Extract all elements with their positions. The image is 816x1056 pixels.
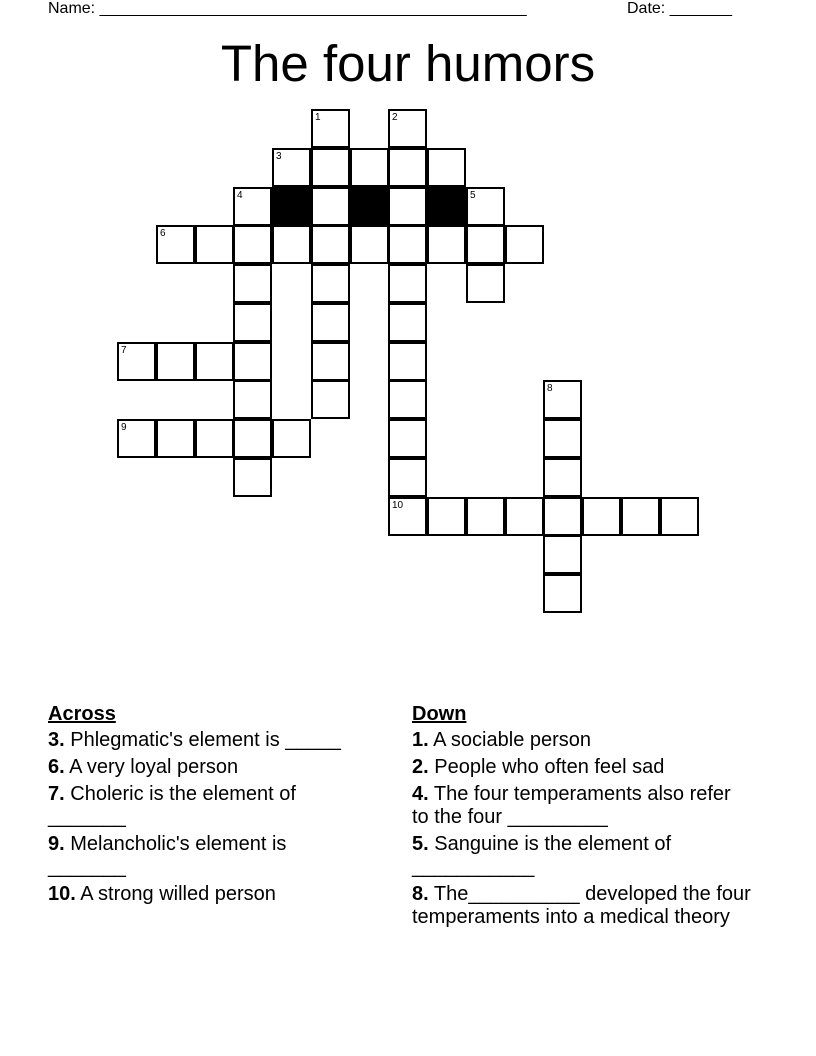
cell-number: 10 [392,500,404,511]
clue-number: 6. [48,756,65,778]
clue-number: 7. [48,783,65,805]
crossword-cell[interactable] [427,225,466,264]
crossword-cell[interactable] [388,497,427,536]
cell-number: 7 [121,345,127,356]
cell-number: 5 [470,190,476,201]
crossword-cell[interactable] [388,225,427,264]
clue-number: 5. [412,833,429,855]
crossword-block [427,187,466,226]
crossword-cell[interactable] [543,458,582,497]
across-heading: Across [48,703,116,725]
crossword-block [272,187,311,226]
clue-number: 1. [412,729,429,751]
crossword-cell[interactable] [311,225,350,264]
cell-number: 1 [315,112,321,123]
crossword-cell[interactable] [195,342,234,381]
clue-item [48,833,358,879]
crossword-cell[interactable] [388,303,427,342]
crossword-cell[interactable] [388,419,427,458]
down-heading: Down [412,703,467,725]
cell-number: 8 [547,383,553,394]
name-field-label: Name: ________________________________________________ [48,0,527,17]
crossword-cell[interactable] [311,264,350,303]
clue-number: 9. [48,833,65,855]
crossword-cell[interactable] [466,225,505,264]
clue-number: 10. [48,883,76,905]
clue-number: 3. [48,729,65,751]
clue-item [48,783,358,829]
crossword-cell[interactable] [660,497,699,536]
down-clue-list [412,729,752,929]
crossword-cell[interactable] [543,497,582,536]
crossword-cell[interactable] [233,303,272,342]
crossword-cell[interactable] [427,148,466,187]
date-field-label: Date: _______ [627,0,732,17]
clue-item [48,883,358,906]
crossword-cell[interactable] [272,419,311,458]
down-clues [412,703,752,933]
crossword-cell[interactable] [233,342,272,381]
clue-item [412,883,752,929]
crossword-cell[interactable] [388,109,427,148]
crossword-cell[interactable] [311,109,350,148]
crossword-cell[interactable] [388,380,427,419]
clue-item [412,729,752,752]
crossword-cell[interactable] [233,458,272,497]
crossword-cell[interactable] [117,419,156,458]
crossword-cell[interactable] [311,380,350,419]
cell-number: 6 [160,228,166,239]
crossword-block [350,187,389,226]
crossword-cell[interactable] [350,148,389,187]
crossword-cell[interactable] [233,419,272,458]
crossword-cell[interactable] [350,225,389,264]
crossword-cell[interactable] [543,535,582,574]
crossword-cell[interactable] [311,187,350,226]
clue-number: 8. [412,883,429,905]
clue-item [412,756,752,779]
crossword-cell[interactable] [117,342,156,381]
crossword-cell[interactable] [466,497,505,536]
clue-text: Choleric is the element of _______ [48,783,296,828]
crossword-cell[interactable] [543,574,582,613]
clue-text: Melancholic's element is _______ [48,833,287,878]
crossword-cell[interactable] [156,225,195,264]
cell-number: 2 [392,112,398,123]
clue-item [48,756,358,779]
crossword-cell[interactable] [621,497,660,536]
crossword-cell[interactable] [233,187,272,226]
clue-text: Sanguine is the element of ___________ [412,833,672,878]
crossword-cell[interactable] [388,187,427,226]
clue-text: Phlegmatic's element is _____ [70,729,341,751]
crossword-cell[interactable] [388,264,427,303]
crossword-cell[interactable] [156,342,195,381]
crossword-cell[interactable] [311,148,350,187]
crossword-cell[interactable] [388,342,427,381]
crossword-cell[interactable] [195,419,234,458]
across-clue-list [48,729,358,906]
cell-number: 3 [276,151,282,162]
crossword-cell[interactable] [195,225,234,264]
crossword-cell[interactable] [388,458,427,497]
cell-number: 9 [121,422,127,433]
clue-item [412,833,752,879]
clue-item [48,729,358,752]
clue-number: 2. [412,756,429,778]
crossword-cell[interactable] [505,225,544,264]
clue-text: People who often feel sad [434,756,665,778]
crossword-cell[interactable] [233,264,272,303]
crossword-cell[interactable] [582,497,621,536]
crossword-cell[interactable] [233,380,272,419]
crossword-cell[interactable] [466,264,505,303]
crossword-cell[interactable] [233,225,272,264]
clue-number: 4. [412,783,429,805]
clue-item [412,783,752,829]
crossword-cell[interactable] [505,497,544,536]
crossword-cell[interactable] [543,380,582,419]
crossword-cell[interactable] [388,148,427,187]
crossword-cell[interactable] [466,187,505,226]
clue-text: A sociable person [433,729,592,751]
crossword-cell[interactable] [427,497,466,536]
crossword-cell[interactable] [272,148,311,187]
crossword-cell[interactable] [272,225,311,264]
page-title: The four humors [220,35,596,92]
crossword-cell[interactable] [311,342,350,381]
cell-number: 4 [237,190,243,201]
clue-text: The four temperaments also refer to the four _________ [412,783,731,828]
crossword-cell[interactable] [311,303,350,342]
clue-text: A very loyal person [69,756,239,778]
across-clues [48,703,358,910]
crossword-cell[interactable] [543,419,582,458]
crossword-cell[interactable] [156,419,195,458]
clue-text: The__________ developed the four temperaments into a medical theory [412,883,751,928]
clue-text: A strong willed person [80,883,276,905]
